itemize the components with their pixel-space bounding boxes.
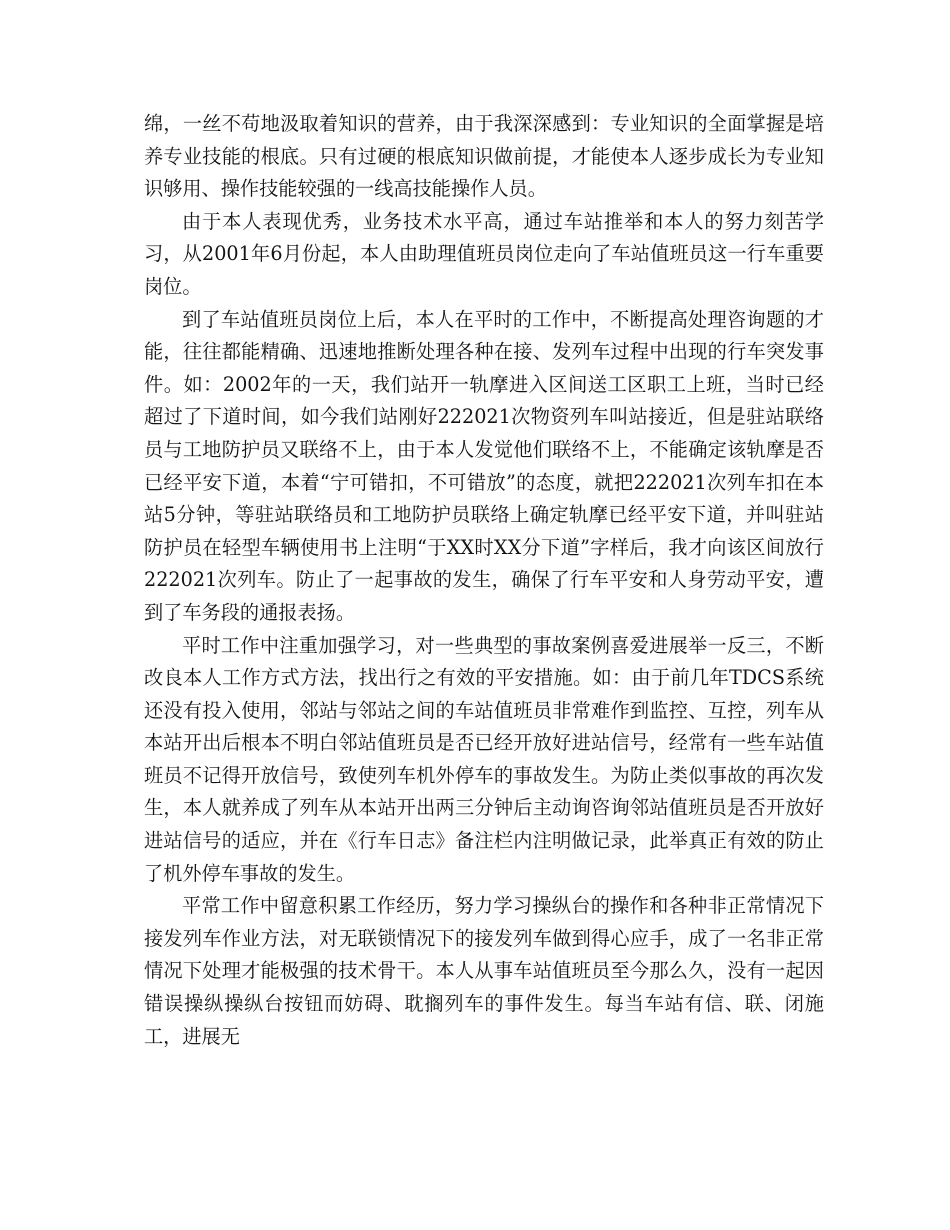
document-page	[144, 108, 824, 1053]
paragraph-3: 到了车站值班员岗位上后，本人在平时的工作中，不断提高处理咨询题的才能，往往都能精确、迅速地推断处理各种在接、发列车过程中出现的行车突发事件。如：2002年的一天，我们站开一轨摩进入区间送工区职工上班，当时已经超过了下道时间，如今我们站刚好222021次物资列车叫站接近，但是驻站联络员与工地防护员又联络不上，由于本人发觉他们联络不上，不能确定该轨摩是否已经平安下道，本着“宁可错扣，不可错放”的态度，就把222021次列车扣在本站5分钟，等驻站联络员和工地防护员联络上确定轨摩已经平安下道，并叫驻站防护员在轻型车辆使用书上注明“于XX时XX分下道”字样后，我才向该区间放行222021次列车。防止了一起事故的发生，确保了行车平安和人身劳动平安，遭到了车务段的通报表扬。	[144, 307, 824, 624]
paragraph-2: 由于本人表现优秀，业务技术水平高，通过车站推举和本人的努力刻苦学习，从2001年6月份起，本人由助理值班员岗位走向了车站值班员这一行车重要岗位。	[144, 209, 824, 298]
paragraph-1: 绵，一丝不苟地汲取着知识的营养，由于我深深感到：专业知识的全面掌握是培养专业技能的根底。只有过硬的根底知识做前提，才能使本人逐步成长为专业知识够用、操作技能较强的一线高技能操作人员。	[144, 112, 824, 201]
paragraph-4: 平时工作中注重加强学习，对一些典型的事故案例喜爱进展举一反三，不断改良本人工作方式方法，找出行之有效的平安措施。如：由于前几年TDCS系统还没有投入使用，邻站与邻站之间的车站值班员非常难作到监控、互控，列车从本站开出后根本不明白邻站值班员是否已经开放好进站信号，经常有一些车站值班员不记得开放信号，致使列车机外停车的事故发生。为防止类似事故的再次发生，本人就养成了列车从本站开出两三分钟后主动询咨询邻站值班员是否开放好进站信号的适应，并在《行车日志》备注栏内注明做记录，此举真正有效的防止了机外停车事故的发生。	[144, 633, 824, 885]
paragraph-5: 平常工作中留意积累工作经历，努力学习操纵台的操作和各种非正常情况下接发列车作业方法，对无联锁情况下的接发列车做到得心应手，成了一名非正常情况下处理才能极强的技术骨干。本人从事车站值班员至今那么久，没有一起因错误操纵操纵台按钮而妨碍、耽搁列车的事件发生。每当车站有信、联、闭施工，进展无	[144, 894, 824, 1048]
